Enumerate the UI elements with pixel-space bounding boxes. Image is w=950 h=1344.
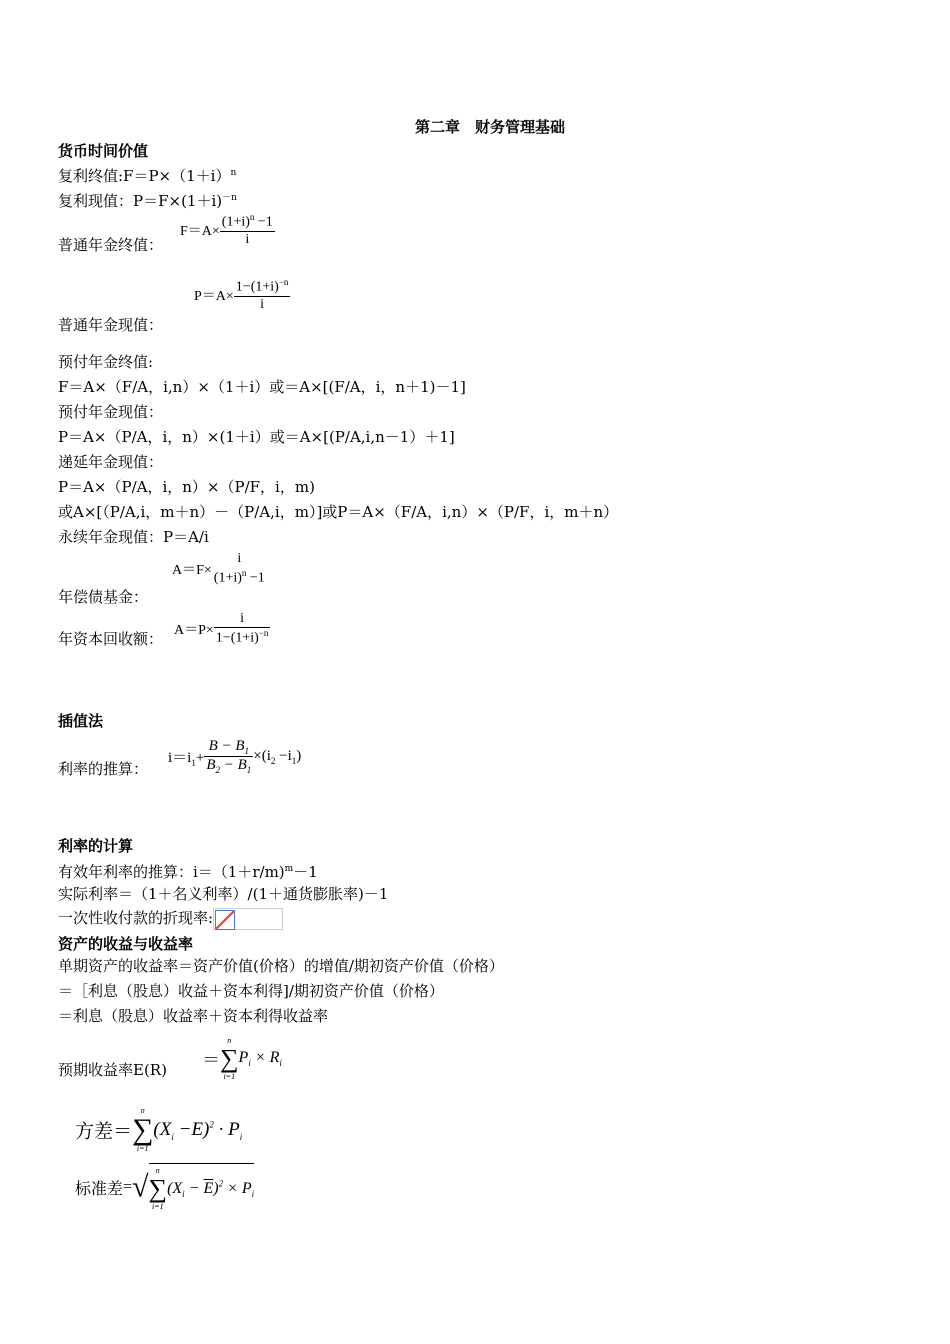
broken-image-icon: [213, 908, 283, 930]
deferred-annuity-pv-formula-2: 或A×[（P/A,i，m＋n）－（P/A,i，m）]或P＝A×（F/A，i,n）×（P/F，i，m＋n）: [58, 503, 619, 521]
section-heading-time-value: 货币时间价值: [58, 142, 149, 160]
annuity-due-fv-label: 预付年金终值:: [58, 353, 154, 371]
ordinary-annuity-pv-label: 普通年金现值：: [58, 316, 164, 334]
perpetuity-pv-line: 永续年金现值：P＝A/i: [58, 528, 209, 546]
deferred-annuity-pv-label: 递延年金现值：: [58, 453, 164, 471]
page-title: 第二章 财务管理基础: [415, 118, 566, 136]
single-period-return-line-1: 单期资产的收益率＝资产价值(价格）的增值/期初资产价值（价格）: [58, 957, 504, 975]
annuity-due-pv-label: 预付年金现值：: [58, 403, 164, 421]
section-heading-asset-return: 资产的收益与收益率: [58, 935, 194, 953]
expected-return-formula: ＝ n ∑ i=1 $P_i \times R_i$: [202, 1036, 282, 1081]
effective-rate-line: 有效年利率的推算：i＝（1＋r/m)$^m$－1: [58, 863, 318, 881]
section-heading-rate-calc: 利率的计算: [58, 837, 134, 855]
annuity-due-fv-formula: F＝A×（F/A，i,n）×（1＋i）或＝A×[(F/A，i，n＋1)－1]: [58, 378, 466, 396]
ordinary-annuity-fv-formula: F＝A× $\frac{(1+i)^n -1}{i}$: [180, 212, 273, 247]
annuity-due-pv-formula: P＝A×（P/A，i，n）×(1＋i）或＝A×[(P/A,i,n－1）＋1]: [58, 428, 455, 446]
expected-return-label: 预期收益率E(R): [58, 1061, 167, 1079]
lump-sum-discount-line: 一次性收付款的折现率:: [58, 908, 283, 930]
ordinary-annuity-fv-label: 普通年金终值：: [58, 236, 164, 254]
section-heading-interpolation: 插值法: [58, 712, 104, 730]
ordinary-annuity-pv-formula: P＝A× $\frac{1-(1+i)^{-n}}{i}$: [194, 277, 289, 312]
capital-recovery-formula: A＝P× $\frac{i}{1-(1+i)^{-n}}$: [174, 611, 269, 646]
std-dev-formula: 标准差=√ n ∑ i=1 $(X_i - \overline{E})^2 \times P_i$: [75, 1163, 254, 1212]
real-rate-line: 实际利率＝（1＋名义利率）/(1＋通货膨胀率)－1: [58, 885, 389, 903]
rate-inference-label: 利率的推算：: [58, 760, 149, 778]
sinking-fund-label: 年偿债基金：: [58, 588, 149, 606]
single-period-return-line-2: ＝［利息（股息）收益＋资本利得]/期初资产价值（价格）: [58, 982, 444, 1000]
compound-pv-line: 复利现值：$P=F\times(1+i)^{-n}$: [58, 192, 237, 210]
variance-formula: 方差＝ n ∑ i=1 $(X_i -E)^2 \cdot P_i$: [75, 1106, 243, 1153]
capital-recovery-label: 年资本回收额：: [58, 630, 164, 648]
single-period-return-line-3: ＝利息（股息）收益率＋资本利得收益率: [58, 1007, 329, 1025]
sinking-fund-formula: A＝F× i $(1+i)^n -1$: [172, 551, 265, 586]
compound-fv-line: 复利终值$:F=P\times(1+i)^n$: [58, 167, 237, 185]
deferred-annuity-pv-formula-1: P＝A×（P/A，i，n）×（P/F，i，m): [58, 478, 315, 496]
interpolation-formula: $i=i_1+$ $\frac{B - B_1}{B_2 - B_1}$ $\times(i_2 -i_1)$: [168, 738, 302, 775]
